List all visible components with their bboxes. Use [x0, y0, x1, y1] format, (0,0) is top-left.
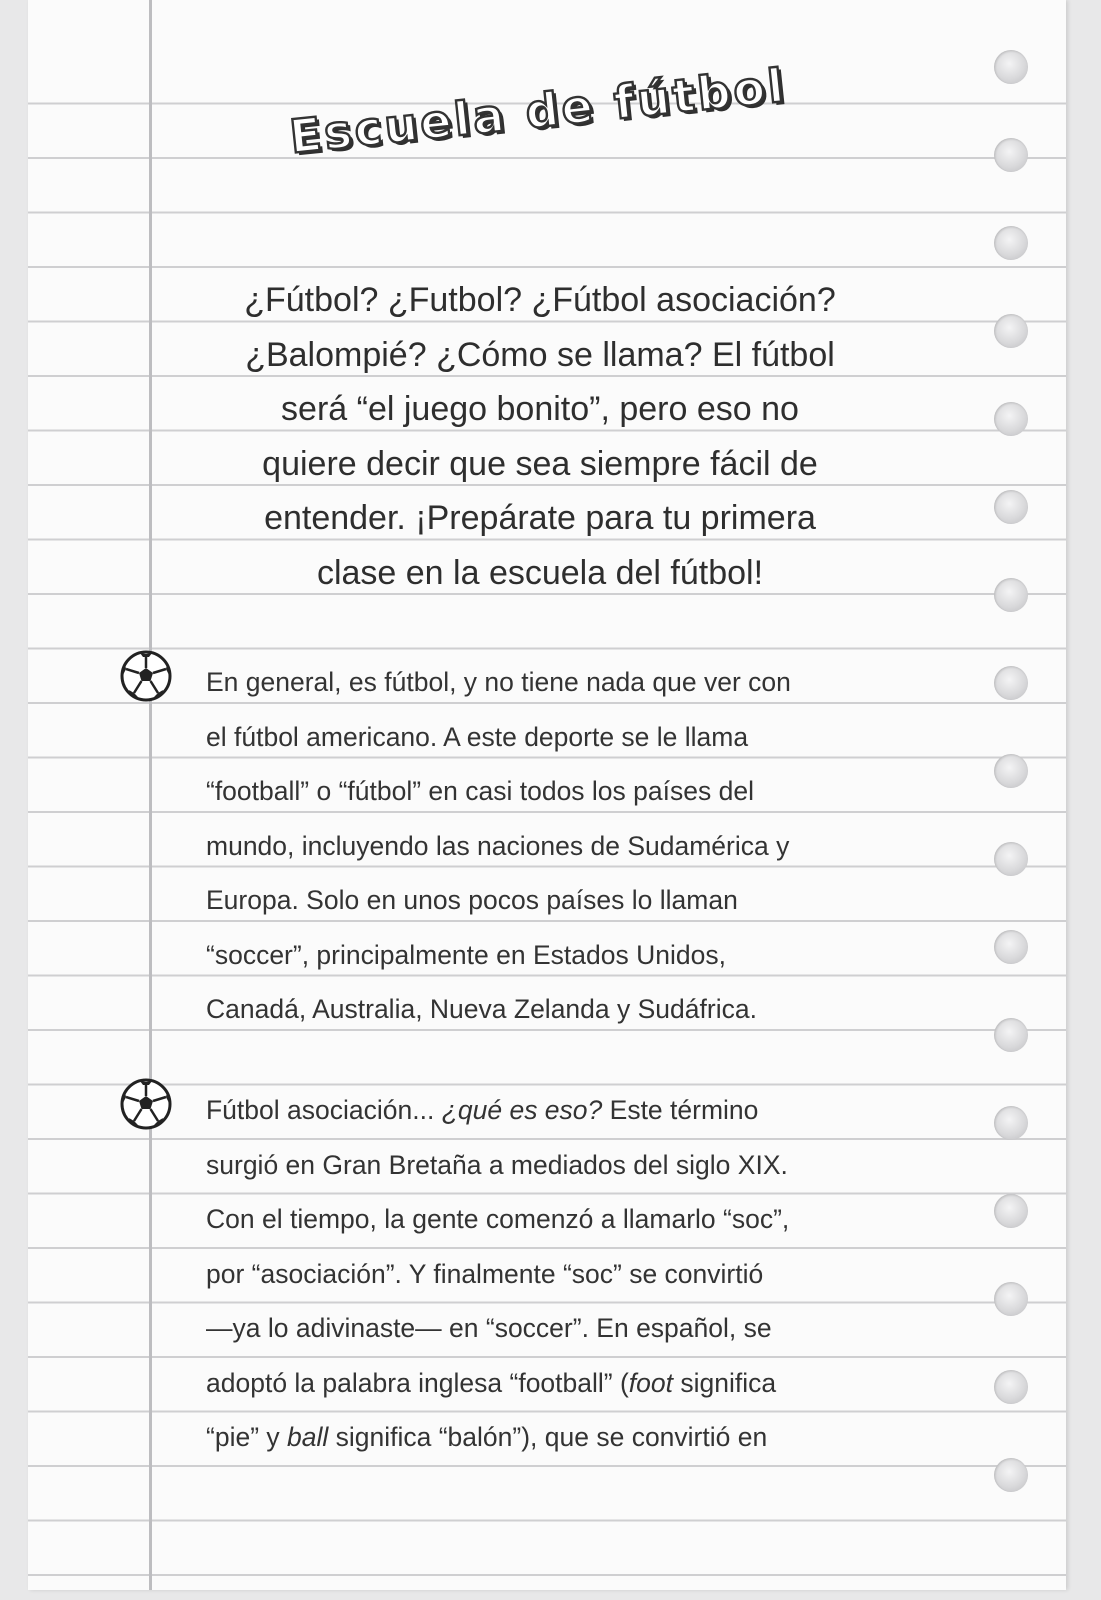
italic-span: ¿qué es eso? [441, 1095, 603, 1125]
binder-hole-icon [994, 666, 1028, 700]
binder-hole-icon [994, 930, 1028, 964]
intro-line: quiere decir que sea siempre fácil de [262, 444, 818, 483]
paragraph-line: —ya lo adivinaste— en “soccer”. En español, se [206, 1313, 772, 1343]
intro-line: ¿Fútbol? ¿Futbol? ¿Fútbol asociación? [244, 281, 836, 319]
binder-hole-icon [994, 1282, 1028, 1316]
binder-hole-icon [994, 578, 1028, 612]
intro-line: entender. ¡Prepárate para tu primera [264, 499, 816, 537]
binder-hole-icon [994, 1018, 1028, 1052]
paragraph-line: por “asociación”. Y finalmente “soc” se convirtió [206, 1258, 764, 1289]
intro-line: ¿Balompié? ¿Cómo se llama? El fútbol [245, 335, 835, 374]
text-span: Este término [602, 1095, 759, 1125]
page-title: Escuela de fútbol [287, 57, 790, 164]
intro-text [180, 273, 900, 600]
text-span: significa [673, 1367, 777, 1398]
binder-hole-icon [994, 1370, 1028, 1404]
paragraph-line [206, 1083, 906, 1138]
soccer-ball-icon [118, 648, 174, 704]
soccer-ball-icon [118, 1076, 174, 1132]
paragraph-line [206, 1410, 906, 1465]
paragraph-line: Canadá, Australia, Nueva Zelanda y Sudáfrica. [206, 994, 757, 1024]
binder-hole-icon [994, 402, 1028, 436]
binder-hole-icon [994, 1194, 1028, 1228]
paragraph-line: surgió en Gran Bretaña a mediados del siglo XIX. [206, 1149, 788, 1180]
binder-hole-icon [994, 50, 1028, 84]
binder-hole-icon [994, 138, 1028, 172]
text-span: Fútbol asociación... [206, 1095, 442, 1125]
paragraph-1 [206, 655, 906, 1037]
paragraph-2 [206, 1083, 906, 1465]
paragraph-line: “football” o “fútbol” en casi todos los países del [206, 776, 754, 806]
text-span: significa “balón”), que se convirtió en [328, 1422, 768, 1452]
paragraph-line: Europa. Solo en unos pocos países lo llaman [206, 885, 738, 915]
paragraph-line [206, 1356, 906, 1411]
text-span: adoptó la palabra inglesa “football” ( [206, 1367, 629, 1398]
binder-hole-icon [994, 314, 1028, 348]
text-span: “pie” y [206, 1422, 287, 1452]
binder-hole-icon [994, 1106, 1028, 1140]
binder-hole-icon [994, 1458, 1028, 1492]
paragraph-line: En general, es fútbol, y no tiene nada que ver con [206, 667, 791, 697]
margin-line [149, 0, 152, 1590]
paragraph-line: mundo, incluyendo las naciones de Sudamérica y [206, 830, 790, 861]
italic-span: foot [628, 1367, 673, 1398]
binder-hole-icon [994, 226, 1028, 260]
binder-hole-icon [994, 490, 1028, 524]
paragraph-line: Con el tiempo, la gente comenzó a llamarlo “soc”, [206, 1204, 790, 1234]
paragraph-line: “soccer”, principalmente en Estados Unidos, [206, 939, 726, 970]
intro-line: será “el juego bonito”, pero eso no [281, 390, 799, 428]
intro-line: clase en la escuela del fútbol! [316, 553, 764, 592]
paragraph-line: el fútbol americano. A este deporte se le llama [206, 721, 749, 752]
binder-hole-icon [994, 754, 1028, 788]
italic-span: ball [287, 1422, 329, 1452]
binder-hole-icon [994, 842, 1028, 876]
